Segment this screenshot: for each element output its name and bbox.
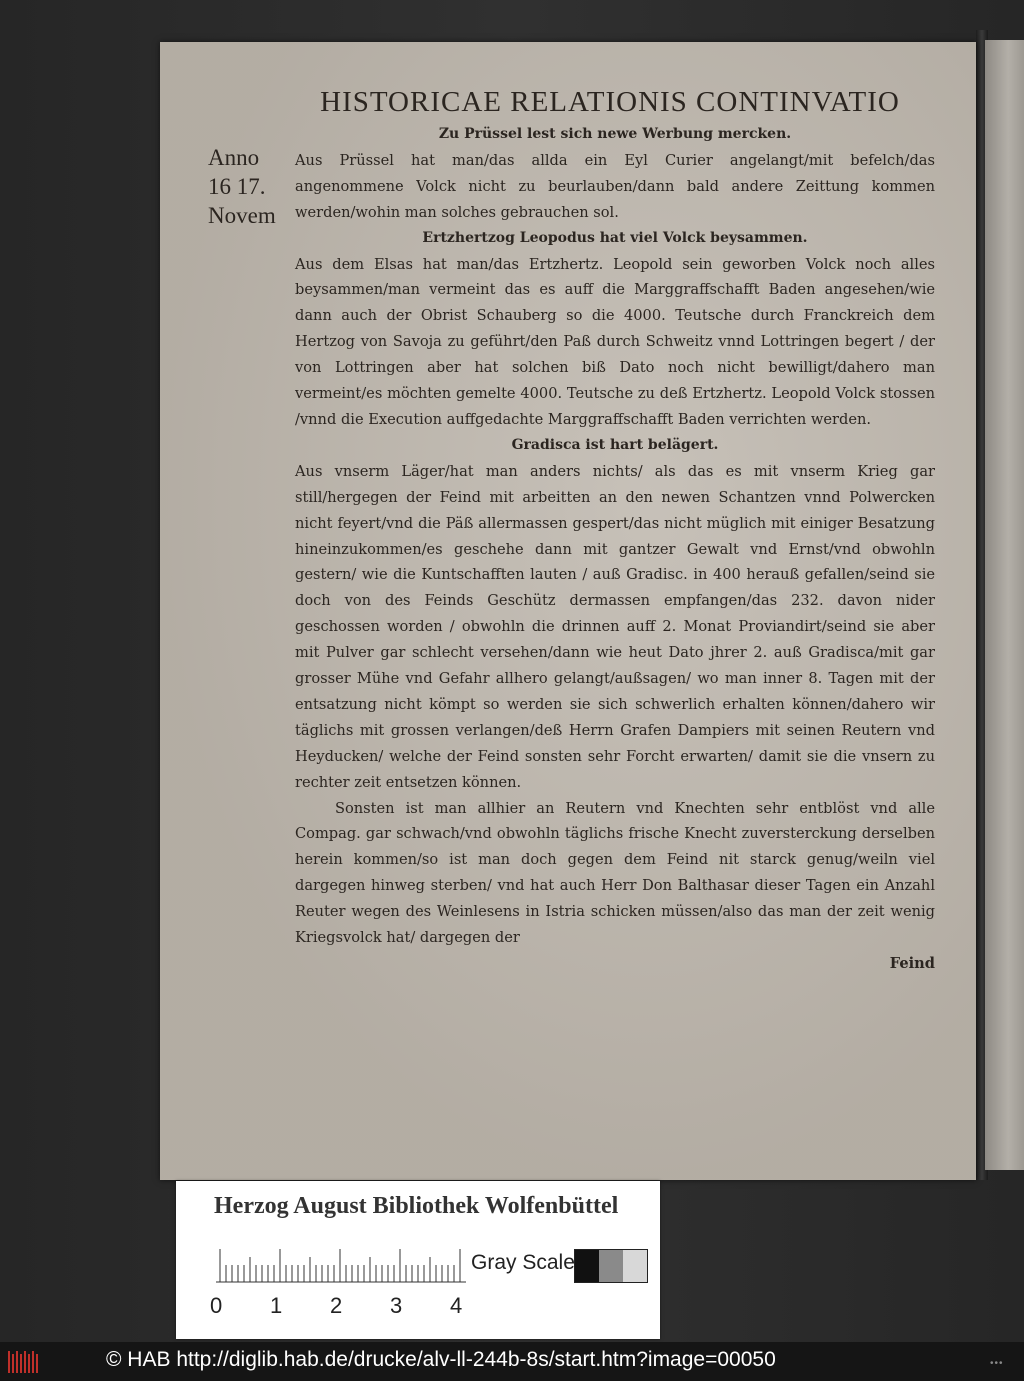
viewer-footer	[0, 1342, 1024, 1381]
margin-note-year: 16 17.	[208, 174, 266, 199]
catchword: Feind	[889, 955, 935, 972]
gray-patch-dark	[575, 1250, 599, 1282]
section-heading: Zu Prüssel lest sich newe Werbung mercken.	[438, 126, 792, 142]
gray-patch-light	[623, 1250, 647, 1282]
facing-page-edge	[985, 40, 1024, 1170]
gray-patch-mid	[599, 1250, 623, 1282]
ruler-number: 3	[390, 1293, 403, 1318]
section-heading: Gradisca ist hart belägert.	[511, 436, 719, 453]
margin-note-month: Novem	[208, 203, 276, 228]
paragraph: Aus vnserm Läger/hat man anders nichts/ als das es mit vnserm Krieg gar still/hergegen der Feind mit arbeitten an den newen Schantzen vnnd Polwercken nicht feyert/vnd die Päß allermassen gespert/das nicht müglich mit einiger Besatzung hineinzukommen/es geschehe dann mit gantzer Gewalt vnd Ernst/vnd obwohln gestern/ wie die Kuntschafften lauten / auß Gradisc. in 400 herauß gefallen/seind sie doch von des Feinds Geschütz dermassen empfangen/das 232. davon nider geschossen worden / obwohln die drinnen auff 2. Monat Proviandirt/seind sie aber mit Pulver gar schlecht versehen/dann wie heut Dato jhrer 2. auß Gradisca/mit gar grosser Mühe vnd Gefahr allhero gelangt/außsagen/ wo man inner 8. Tagen mit der entsatzung nicht kömpt so werden sie sich schwerlich erhalten können/dahero wir täglichs mit grossen verlangen/deß Herrn Grafen Dampiers mit seinen Reutern vnd Heyducken/ welche der Feind sonsten sehr Forcht erwarten/ damit sie die vnsern zu rechter zeit entsetzen können.	[295, 462, 935, 791]
library-name: Herzog August Bibliothek Wolfenbüttel	[214, 1193, 619, 1219]
color-target-card	[176, 1181, 660, 1339]
more-dots-icon[interactable]: •••	[990, 1358, 1004, 1369]
copyright-url[interactable]: © HAB http://diglib.hab.de/drucke/alv-ll-244b-8s/start.htm?image=00050	[106, 1348, 776, 1371]
gray-scale-label: Gray Scale	[471, 1251, 575, 1274]
running-head: HISTORICAE RELATIONIS CONTINVATIO	[320, 86, 900, 118]
hab-logo-icon[interactable]	[6, 1348, 42, 1376]
paragraph: Aus dem Elsas hat man/das Ertzhertz. Leopold sein geworben Volck noch alles beysammen/man vermeint das es auff die Marggraffschafft Baden angesehen/wie dann auch der Obrist Schauberg so die 4000. Teutsche durch Franckreich dem Hertzog von Savoja zu geführt/den Paß durch Schweitz vnnd Lottringen begert / der von Lottringen aber hat solchen biß Dato noch nicht bewilligt/dahero man vermeint/es möchten gemelte 4000. Teutsche zu deß Ertzhertz. Leopold Volck stossen /vnnd die Execution auffgedachte Marggraffschafft Baden verrichten werden.	[295, 255, 935, 428]
ruler-numbers	[210, 1293, 470, 1319]
margin-note-anno: Anno	[208, 145, 260, 170]
page-text	[295, 122, 935, 977]
ruler-number: 4	[450, 1293, 463, 1318]
gray-scale-patches	[574, 1249, 648, 1283]
ruler-number: 2	[330, 1293, 343, 1318]
ruler-number: 1	[270, 1293, 283, 1318]
book-page	[160, 42, 976, 1180]
ruler-scale	[216, 1249, 466, 1283]
paragraph: Sonsten ist man allhier an Reutern vnd Knechten sehr entblöst vnd alle Compag. gar schwach/vnd obwohln täglichs frische Knecht zuversterckung derselben herein kommen/so ist man doch gegen dem Feind nit starck genug/weiln viel dargegen hinweg sterben/ vnd hat auch Herr Don Balthasar dieser Tagen ein Anzahl Reuter wegen des Weinlesens in Istria schicken müssen/also das man der zeit wenig Kriegsvolck hat/ dargegen der	[295, 799, 935, 947]
paragraph: Aus Prüssel hat man/das allda ein Eyl Curier angelangt/mit befelch/das angenommene Volck nicht zu beurlauben/dann bald andere Zeittung kommen werden/wohin man solches gebrauchen sol.	[295, 151, 935, 221]
ruler-number: 0	[210, 1293, 223, 1318]
section-heading: Ertzhertzog Leopodus hat viel Volck beysammen.	[422, 229, 808, 246]
